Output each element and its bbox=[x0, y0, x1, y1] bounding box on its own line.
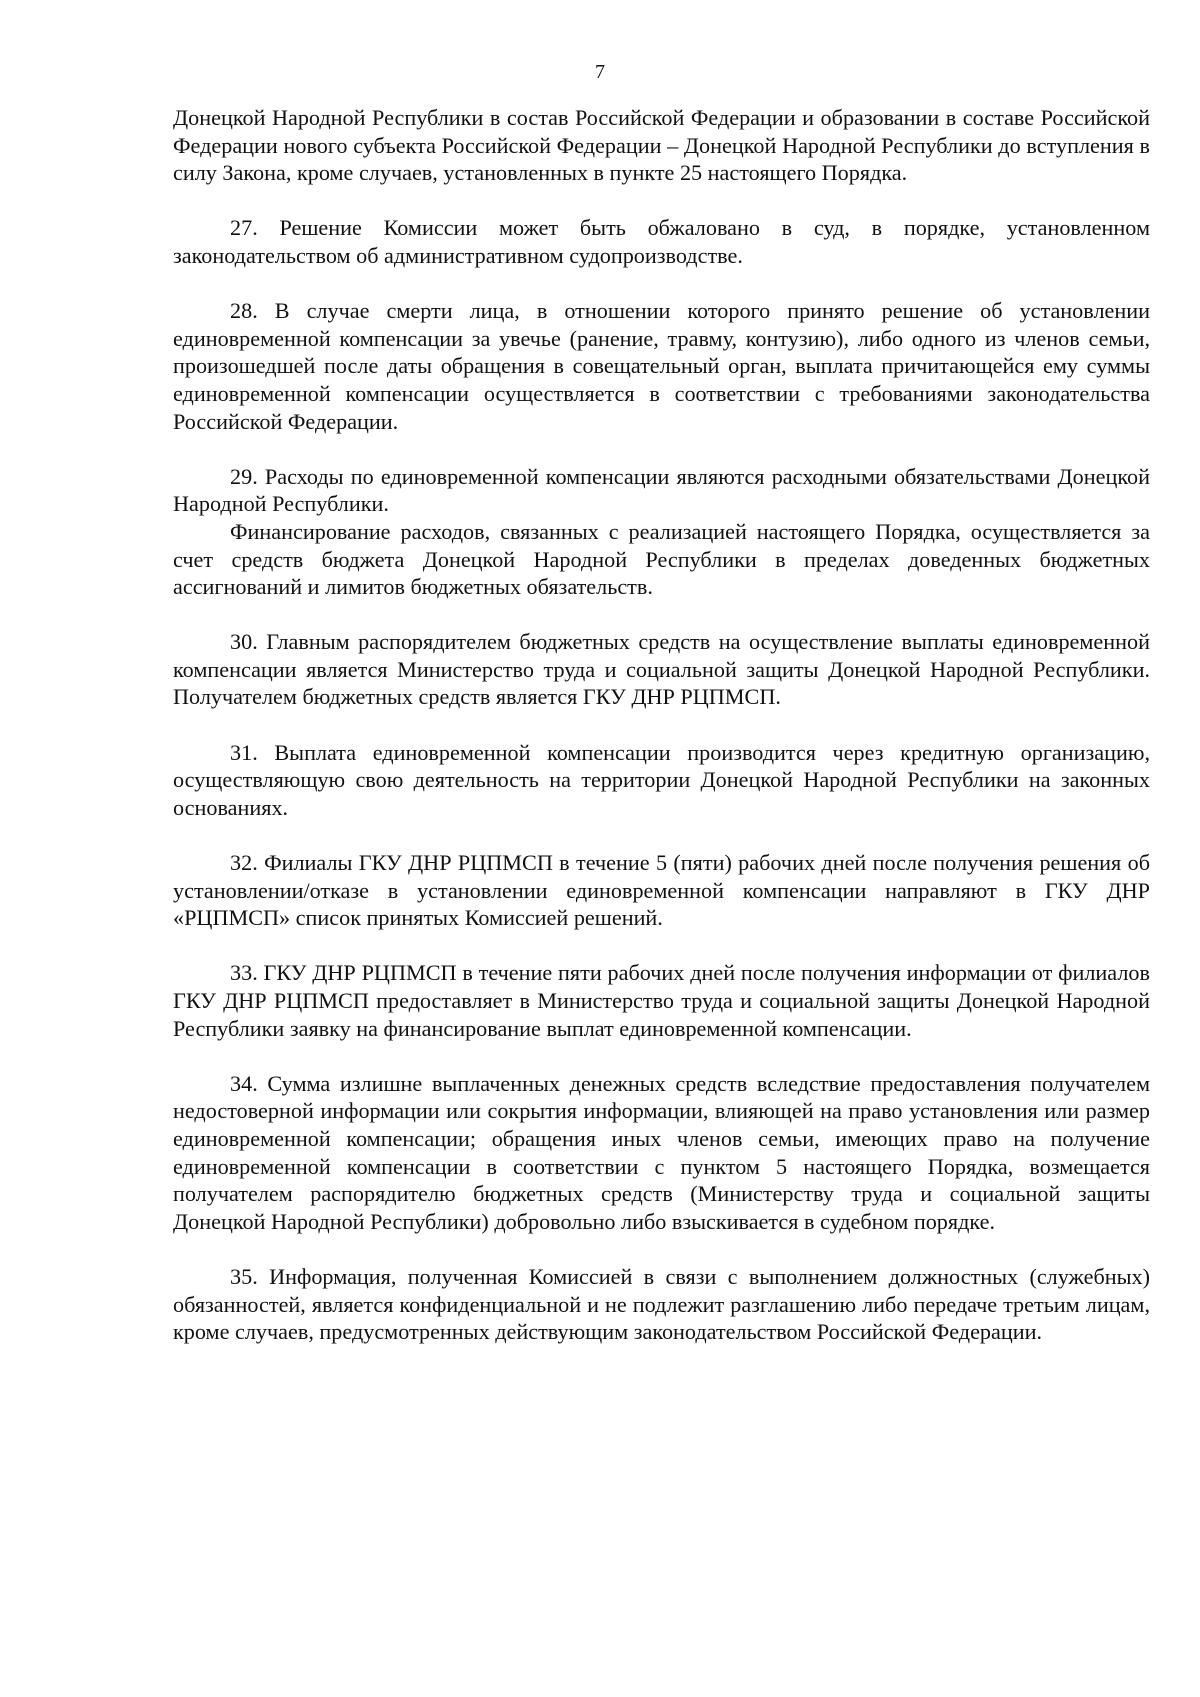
paragraph-continuation: Донецкой Народной Республики в состав Российской Федерации и образовании в составе Российской Федерации нового субъекта Российской Федерации – Донецкой Народной Республики до вступления в силу Закона, кроме случаев, установленных в пункте 25 настоящего Порядка. bbox=[173, 105, 1150, 186]
paragraph-33: 33. ГКУ ДНР РЦПМСП в течение пяти рабочих дней после получения информации от филиалов ГКУ ДНР РЦПМСП предоставляет в Министерство труда и социальной защиты Донецкой Народной Республики заявку на финансирование выплат единовременной компенсации. bbox=[173, 960, 1150, 1041]
paragraph-32: 32. Филиалы ГКУ ДНР РЦПМСП в течение 5 (пяти) рабочих дней после получения решения об установлении/отказе в установлении единовременной компенсации направляют в ГКУ ДНР «РЦПМСП» список принятых Комиссией решений. bbox=[173, 850, 1150, 931]
paragraph-27: 27. Решение Комиссии может быть обжаловано в суд, в порядке, установленном законодательством об административном судопроизводстве. bbox=[173, 215, 1150, 268]
paragraph-35: 35. Информация, полученная Комиссией в связи с выполнением должностных (служебных) обязанностей, является конфиденциальной и не подлежит разглашению либо передаче третьим лицам, кроме случаев, предусмотренных действующим законодательством Российской Федерации. bbox=[173, 1263, 1150, 1345]
paragraph-28: 28. В случае смерти лица, в отношении которого принято решение об установлении единовременной компенсации за увечье (ранение, травму, контузию), либо одного из членов семьи, произошедшей после даты обращения в совещательный орган, выплата причитающейся ему суммы единовременной компенсации осуществляется в соответствии с требованиями законодательства Российской Федерации. bbox=[173, 298, 1150, 434]
paragraph-29-financing: Финансирование расходов, связанных с реализацией настоящего Порядка, осуществляется за счет средств бюджета Донецкой Народной Республики в пределах доведенных бюджетных ассигнований и лимитов бюджетных обязательств. bbox=[173, 518, 1150, 600]
paragraph-30: 30. Главным распорядителем бюджетных средств на осуществление выплаты единовременной компенсации является Министерство труда и социальной защиты Донецкой Народной Республики. Получателем бюджетных средств является ГКУ ДНР РЦПМСП. bbox=[173, 629, 1150, 710]
paragraph-29: 29. Расходы по единовременной компенсации являются расходными обязательствами Донецкой Народной Республики. bbox=[173, 463, 1150, 517]
paragraph-31: 31. Выплата единовременной компенсации производится через кредитную организацию, осуществляющую свою деятельность на территории Донецкой Народной Республики на законных основаниях. bbox=[173, 739, 1150, 820]
paragraph-34: 34. Сумма излишне выплаченных денежных средств вследствие предоставления получателем недостоверной информации или сокрытия информации, влияющей на право установления или размер единовременной компенсации; обращения иных членов семьи, имеющих право на получение единовременной компенсации в соответствии с пунктом 5 настоящего Порядка, возмещается получателем распорядителю бюджетных средств (Министерству труда и социальной защиты Донецкой Народной Республики) добровольно либо взыскивается в судебном порядке. bbox=[173, 1070, 1150, 1234]
document-body bbox=[173, 104, 1150, 1346]
page-number: 7 bbox=[595, 61, 605, 83]
